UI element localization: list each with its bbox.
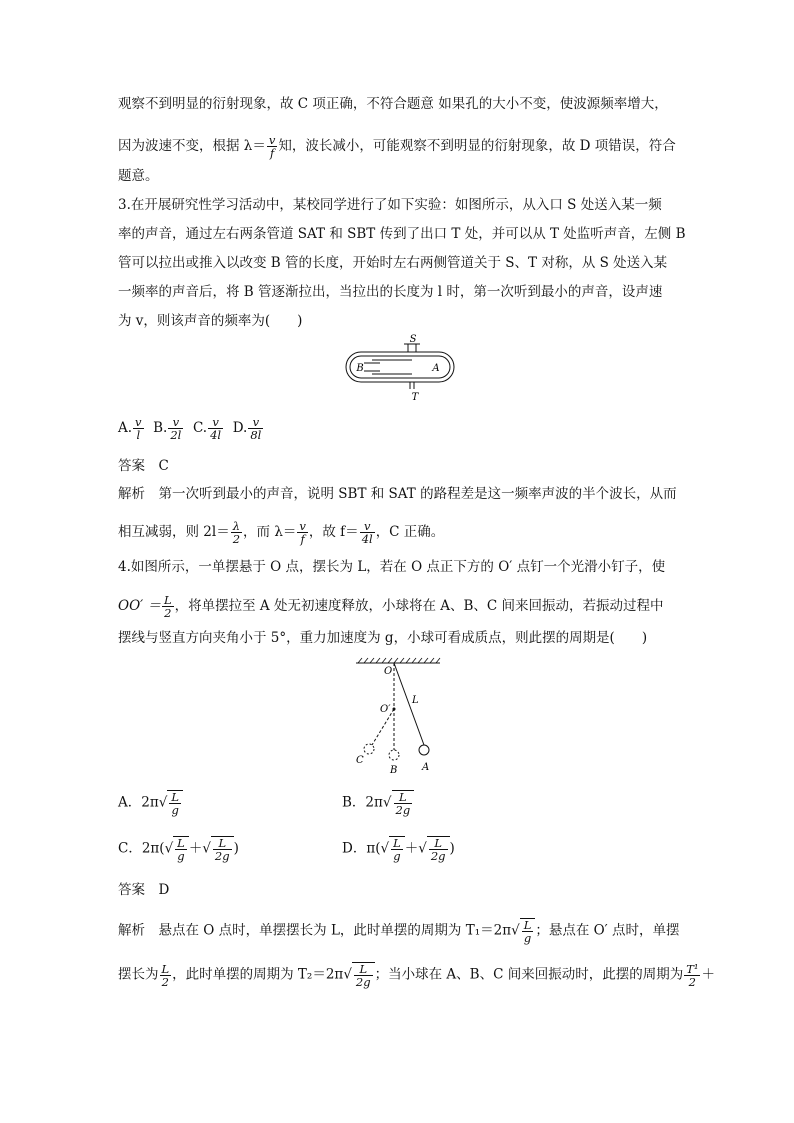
label-b: B: [356, 363, 364, 374]
label-o: O: [384, 666, 393, 677]
question-4-explanation: 摆长为 $\frac{L}{2}$ ，此时单摆的周期为 T₂＝2π√ $\frac{L}{2g}$ ；当小球在 A、B、C 间来回振动时，此摆的周期为 $\frac{\text{T¹}}{2}$ ＋: [118, 961, 715, 989]
question-4-option-d: D．π(√ $\frac{L}{g}$ ＋√ $\frac{L}{2g}$ ): [342, 836, 455, 863]
label-l: L: [412, 695, 419, 706]
question-4-answer: 答案 D: [118, 882, 170, 898]
label-s: S: [409, 334, 417, 345]
question-4-option-a: A．2π√ $\frac{L}{g}$: [118, 790, 183, 816]
text-line: 观察不到明显的衍射现象，故 C 项正确，不符合题意 如果孔的大小不变，使波源频率增大，: [118, 96, 668, 112]
text-line: 因为波速不变，根据 λ＝ $\frac{v}{f}$ 知，波长减小，可能观察不到明显的衍射现象，故 D 项错误，符合: [118, 133, 676, 160]
question-3-explanation: 相互减弱，则 2l＝ $\frac{\lambda}{2}$ ，而 λ＝ $\frac{v}{f}$ ，故 f＝ $\frac{v}{4l}$ ，C 正确。: [118, 519, 445, 546]
question-3-line: 3.在开展研究性学习活动中，某校同学进行了如下实验：如图所示，从入口 S 处送入某一频: [118, 197, 662, 213]
label-a: A: [432, 363, 440, 374]
option-b: B.: [153, 420, 168, 436]
question-3-line: 率的声音，通过左右两条管道 SAT 和 SBT 传到了出口 T 处，并可以从 T 处监听声音，左侧 B: [118, 226, 686, 242]
option-c: C.: [192, 420, 208, 436]
question-4-line: OO′ ＝ $\frac{L}{2}$ ，将单摆拉至 A 处无初速度释放，小球将在 A、B、C 间来回振动，若振动过程中: [118, 593, 664, 620]
question-3-line: 为 v，则该声音的频率为( ): [118, 313, 303, 329]
label-b: B: [390, 765, 398, 776]
question-3-explanation: 解析 第一次听到最小的声音，说明 SBT 和 SAT 的路程差是这一频率声波的半个波长，从而: [118, 486, 677, 502]
question-3-line: 一频率的声音后，将 B 管逐渐拉出，当拉出的长度为 l 时，第一次听到最小的声音，设声速: [118, 284, 663, 300]
label-a: A: [422, 762, 430, 773]
fraction-v-over-f: $\frac{v}{f}$: [268, 133, 276, 160]
tube-diagram: [340, 332, 460, 404]
question-3-options: A. $\frac{v}{l}$ B. $\frac{v}{2l}$ C. $\frac{v}{4l}$ D. $\frac{v}{8l}$: [118, 415, 262, 442]
text-line: 题意。: [118, 168, 159, 184]
question-4-line: 4.如图所示，一单摆悬于 O 点，摆长为 L，若在 O 点正下方的 O′ 点钉一个光滑小钉子，使: [118, 559, 666, 575]
question-3-line: 管可以拉出或推入以改变 B 管的长度，开始时左右两侧管道关于 S、T 对称，从 S 处送入某: [118, 255, 668, 271]
question-4-explanation: 解析 悬点在 O 点时，单摆摆长为 L，此时单摆的周期为 T₁＝2π√ $\frac{L}{g}$ ；悬点在 O′ 点时，单摆: [118, 918, 680, 945]
label-c: C: [356, 755, 364, 766]
question-4-option-c: C．2π(√ $\frac{L}{g}$ ＋√ $\frac{L}{2g}$ ): [118, 836, 239, 863]
option-a: A.: [118, 420, 133, 436]
question-4-line: 摆线与竖直方向夹角小于 5°，重力加速度为 g，小球可看成质点，则此摆的周期是( ): [118, 630, 648, 646]
pendulum-diagram: [348, 655, 448, 777]
label-o-prime: O′: [380, 704, 391, 715]
question-4-option-b: B．2π√ $\frac{L}{2g}$: [342, 790, 414, 816]
question-3-answer: 答案 C: [118, 458, 169, 474]
option-d: D.: [232, 420, 248, 436]
label-t: T: [411, 392, 419, 403]
